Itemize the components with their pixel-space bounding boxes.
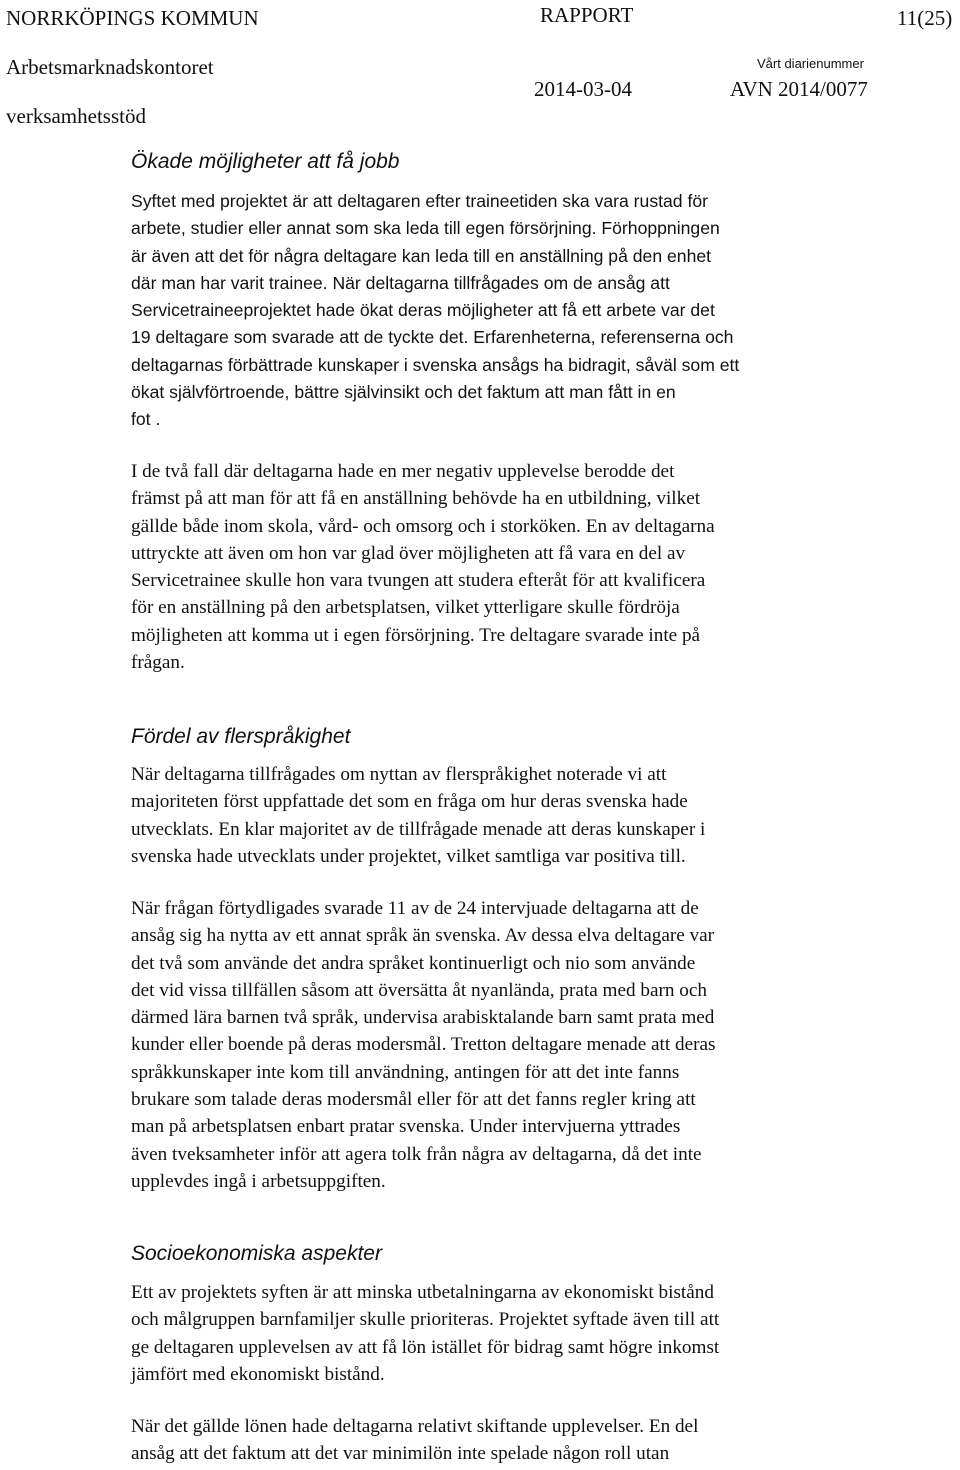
reference-number: AVN 2014/0077 <box>730 77 868 101</box>
body-paragraph <box>131 1413 931 1468</box>
text-line: det två som använde det andra språket kontinuerligt och nio som använde <box>131 952 696 974</box>
text-line: främst på att man för att få en anställning behövde ha en utbildning, vilket <box>131 488 701 510</box>
text-line: När det gällde lönen hade deltagarna relativt skiftande upplevelser. En del <box>131 1416 699 1437</box>
section-heading: Ökade möjligheter att få jobb <box>131 150 400 173</box>
text-line: utvecklats. En klar majoritet av de tillfrågade menade att deras kunskaper i <box>131 818 706 840</box>
text-line: ansåg sig ha nytta av ett annat språk än svenska. Av dessa elva deltagare var <box>131 925 715 947</box>
text-line: I de två fall där deltagarna hade en mer negativ upplevelse berodde det <box>131 461 675 482</box>
text-line: man på arbetsplatsen enbart pratar svenska. Under intervjuerna yttrades <box>131 1116 681 1138</box>
text-line: det vid vissa tillfällen såsom att översätta åt nyanlända, prata med barn och <box>131 979 707 1001</box>
body-paragraph <box>131 895 931 1195</box>
text-line: ökat självförtroende, bättre självinsikt och det faktum att man fått in en <box>131 382 676 403</box>
department-unit: verksamhetsstöd <box>6 104 146 128</box>
department-name: Arbetsmarknadskontoret <box>6 55 214 79</box>
organization-name: NORRKÖPINGS KOMMUN <box>6 6 259 30</box>
text-line: även tveksamheter inför att agera tolk från några av deltagarna, då det inte <box>131 1143 702 1165</box>
body-paragraph <box>131 188 931 434</box>
text-line: för en anställning på den arbetsplatsen, vilket ytterligare skulle fördröja <box>131 597 680 619</box>
text-line: därmed lära barnen två språk, undervisa arabisktalande barn samt prata med <box>131 1007 715 1029</box>
text-line: jämfört med ekonomiskt bistånd. <box>131 1363 385 1385</box>
text-line: ansåg att det faktum att det var minimilön inte spelade någon roll utan <box>131 1443 670 1465</box>
text-line: brukare som talade deras modersmål eller för att det fanns regler kring att <box>131 1089 696 1111</box>
page-indicator: 11(25) <box>897 6 953 30</box>
text-line: kunder eller boende på deras modersmål. Tretton deltagare menade att deras <box>131 1034 716 1056</box>
text-line: När frågan förtydligades svarade 11 av de 24 intervjuade deltagarna att de <box>131 898 699 919</box>
body-paragraph <box>131 458 931 676</box>
text-line: majoriteten först uppfattade det som en fråga om hur deras svenska hade <box>131 791 688 813</box>
text-line: uttryckte att även om hon var glad över möjligheten att få vara en del av <box>131 542 686 564</box>
text-line: gällde både inom skola, vård- och omsorg och i storköken. En av deltagarna <box>131 515 715 537</box>
text-line: arbete, studier eller annat som ska leda till egen försörjning. Förhoppningen <box>131 218 720 239</box>
text-line: är även att det för några deltagare kan leda till en anställning på den enhet <box>131 245 712 266</box>
text-line: Servicetrainee skulle hon vara tvungen att studera efteråt för att kvalificera <box>131 570 706 592</box>
text-line: 19 deltagare som svarade att de tyckte det. Erfarenheterna, referenserna och <box>131 327 734 348</box>
text-line: Servicetraineeprojektet hade ökat deras möjligheter att få ett arbete var det <box>131 300 715 321</box>
text-line: språkkunskaper inte kom till användning, antingen för att det inte fanns <box>131 1061 680 1083</box>
text-line: och målgruppen barnfamiljer skulle prioriteras. Projektet syftade även till att <box>131 1309 720 1331</box>
text-line: möjligheten att komma ut i egen försörjning. Tre deltagare svarade inte på <box>131 624 701 646</box>
text-line: Syftet med projektet är att deltagaren efter traineetiden ska vara rustad för <box>131 191 708 211</box>
document-type: RAPPORT <box>540 3 634 27</box>
text-line: Ett av projektets syften är att minska utbetalningarna av ekonomiskt bistånd <box>131 1282 714 1303</box>
section-heading: Fördel av flerspråkighet <box>131 725 351 748</box>
text-line: upplevdes ingå i arbetsuppgiften. <box>131 1170 386 1192</box>
report-date: 2014-03-04 <box>534 77 632 101</box>
body-paragraph <box>131 761 931 870</box>
text-line: ge deltagaren upplevelsen av att få lön istället för bidrag samt högre inkomst <box>131 1336 720 1358</box>
text-line: När deltagarna tillfrågades om nyttan av flerspråkighet noterade vi att <box>131 764 667 785</box>
text-line: där man har varit trainee. När deltagarna tillfrågades om de ansåg att <box>131 272 670 293</box>
text-line: svenska hade utvecklats under projektet, vilket samtliga var positiva till. <box>131 845 686 867</box>
reference-label: Vårt diarienummer <box>757 56 864 71</box>
body-paragraph <box>131 1279 931 1388</box>
section-heading: Socioekonomiska aspekter <box>131 1242 382 1265</box>
text-line: fot . <box>131 409 161 430</box>
text-line: frågan. <box>131 652 185 674</box>
text-line: deltagarnas förbättrade kunskaper i svenska ansågs ha bidragit, såväl som ett <box>131 354 740 375</box>
